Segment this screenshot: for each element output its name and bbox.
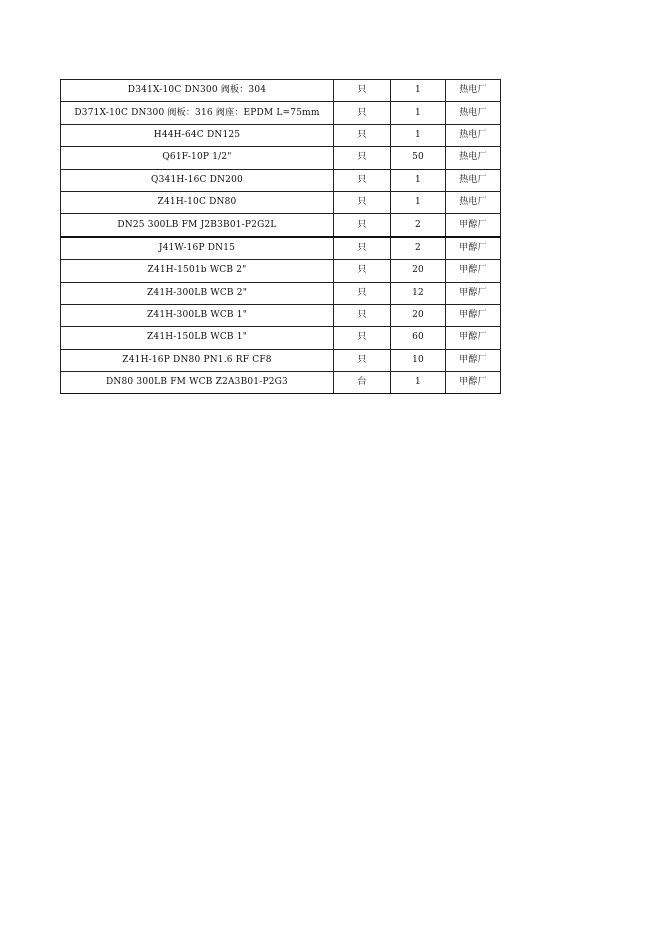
cell-spec[interactable]: D341X-10C DN300 阀板：304 — [61, 80, 334, 102]
cell-unit[interactable]: 只 — [334, 282, 391, 304]
cell-unit[interactable]: 只 — [334, 327, 391, 349]
table-row — [61, 191, 501, 213]
cell-qty[interactable]: 2 — [391, 214, 446, 237]
cell-qty[interactable]: 1 — [391, 169, 446, 191]
cell-spec[interactable]: D371X-10C DN300 阀板：316 阀座：EPDM L=75mm — [61, 102, 334, 124]
table-row — [61, 327, 501, 349]
cell-unit[interactable]: 只 — [334, 237, 391, 260]
cell-qty[interactable]: 1 — [391, 191, 446, 213]
cell-spec[interactable]: Z41H-300LB WCB 1" — [61, 304, 334, 326]
cell-dept[interactable]: 热电厂 — [446, 102, 501, 124]
cell-unit[interactable]: 只 — [334, 304, 391, 326]
cell-unit[interactable]: 只 — [334, 80, 391, 102]
cell-dept[interactable]: 甲醇厂 — [446, 372, 501, 394]
cell-spec[interactable]: DN25 300LB FM J2B3B01-P2G2L — [61, 214, 334, 237]
table-row — [61, 372, 501, 394]
cell-dept[interactable]: 甲醇厂 — [446, 237, 501, 260]
cell-dept[interactable]: 甲醇厂 — [446, 327, 501, 349]
cell-dept[interactable]: 甲醇厂 — [446, 304, 501, 326]
cell-qty[interactable]: 1 — [391, 124, 446, 146]
cell-dept[interactable]: 热电厂 — [446, 124, 501, 146]
cell-qty[interactable]: 1 — [391, 372, 446, 394]
cell-qty[interactable]: 20 — [391, 304, 446, 326]
cell-qty[interactable]: 20 — [391, 260, 446, 282]
cell-spec[interactable]: DN80 300LB FM WCB Z2A3B01-P2G3 — [61, 372, 334, 394]
cell-unit[interactable]: 只 — [334, 260, 391, 282]
cell-unit[interactable]: 只 — [334, 102, 391, 124]
cell-unit[interactable]: 只 — [334, 169, 391, 191]
cell-dept[interactable]: 甲醇厂 — [446, 349, 501, 371]
table-row — [61, 349, 501, 371]
cell-unit[interactable]: 台 — [334, 372, 391, 394]
table-row — [61, 102, 501, 124]
cell-dept[interactable]: 热电厂 — [446, 147, 501, 169]
cell-dept[interactable]: 热电厂 — [446, 169, 501, 191]
cell-spec[interactable]: Z41H-300LB WCB 2" — [61, 282, 334, 304]
cell-spec[interactable]: Z41H-10C DN80 — [61, 191, 334, 213]
cell-dept[interactable]: 甲醇厂 — [446, 260, 501, 282]
cell-spec[interactable]: H44H-64C DN125 — [61, 124, 334, 146]
cell-dept[interactable]: 热电厂 — [446, 191, 501, 213]
table-row — [61, 260, 501, 282]
cell-qty[interactable]: 1 — [391, 80, 446, 102]
table-row — [61, 304, 501, 326]
cell-dept[interactable]: 热电厂 — [446, 80, 501, 102]
cell-spec[interactable]: Q61F-10P 1/2" — [61, 147, 334, 169]
table-row — [61, 80, 501, 102]
cell-spec[interactable]: Z41H-16P DN80 PN1.6 RF CF8 — [61, 349, 334, 371]
valve-list-table — [60, 79, 501, 394]
cell-qty[interactable]: 1 — [391, 102, 446, 124]
table-row — [61, 124, 501, 146]
cell-qty[interactable]: 60 — [391, 327, 446, 349]
cell-spec[interactable]: Z41H-1501b WCB 2" — [61, 260, 334, 282]
cell-spec[interactable]: J41W-16P DN15 — [61, 237, 334, 260]
cell-dept[interactable]: 甲醇厂 — [446, 214, 501, 237]
cell-spec[interactable]: Z41H-150LB WCB 1" — [61, 327, 334, 349]
cell-unit[interactable]: 只 — [334, 147, 391, 169]
cell-qty[interactable]: 12 — [391, 282, 446, 304]
cell-unit[interactable]: 只 — [334, 124, 391, 146]
table-row — [61, 237, 501, 260]
cell-qty[interactable]: 2 — [391, 237, 446, 260]
table-row — [61, 169, 501, 191]
table-row — [61, 282, 501, 304]
cell-unit[interactable]: 只 — [334, 191, 391, 213]
cell-spec[interactable]: Q341H-16C DN200 — [61, 169, 334, 191]
cell-unit[interactable]: 只 — [334, 349, 391, 371]
table-row — [61, 214, 501, 237]
cell-unit[interactable]: 只 — [334, 214, 391, 237]
table-row — [61, 147, 501, 169]
cell-qty[interactable]: 10 — [391, 349, 446, 371]
cell-dept[interactable]: 甲醇厂 — [446, 282, 501, 304]
cell-qty[interactable]: 50 — [391, 147, 446, 169]
